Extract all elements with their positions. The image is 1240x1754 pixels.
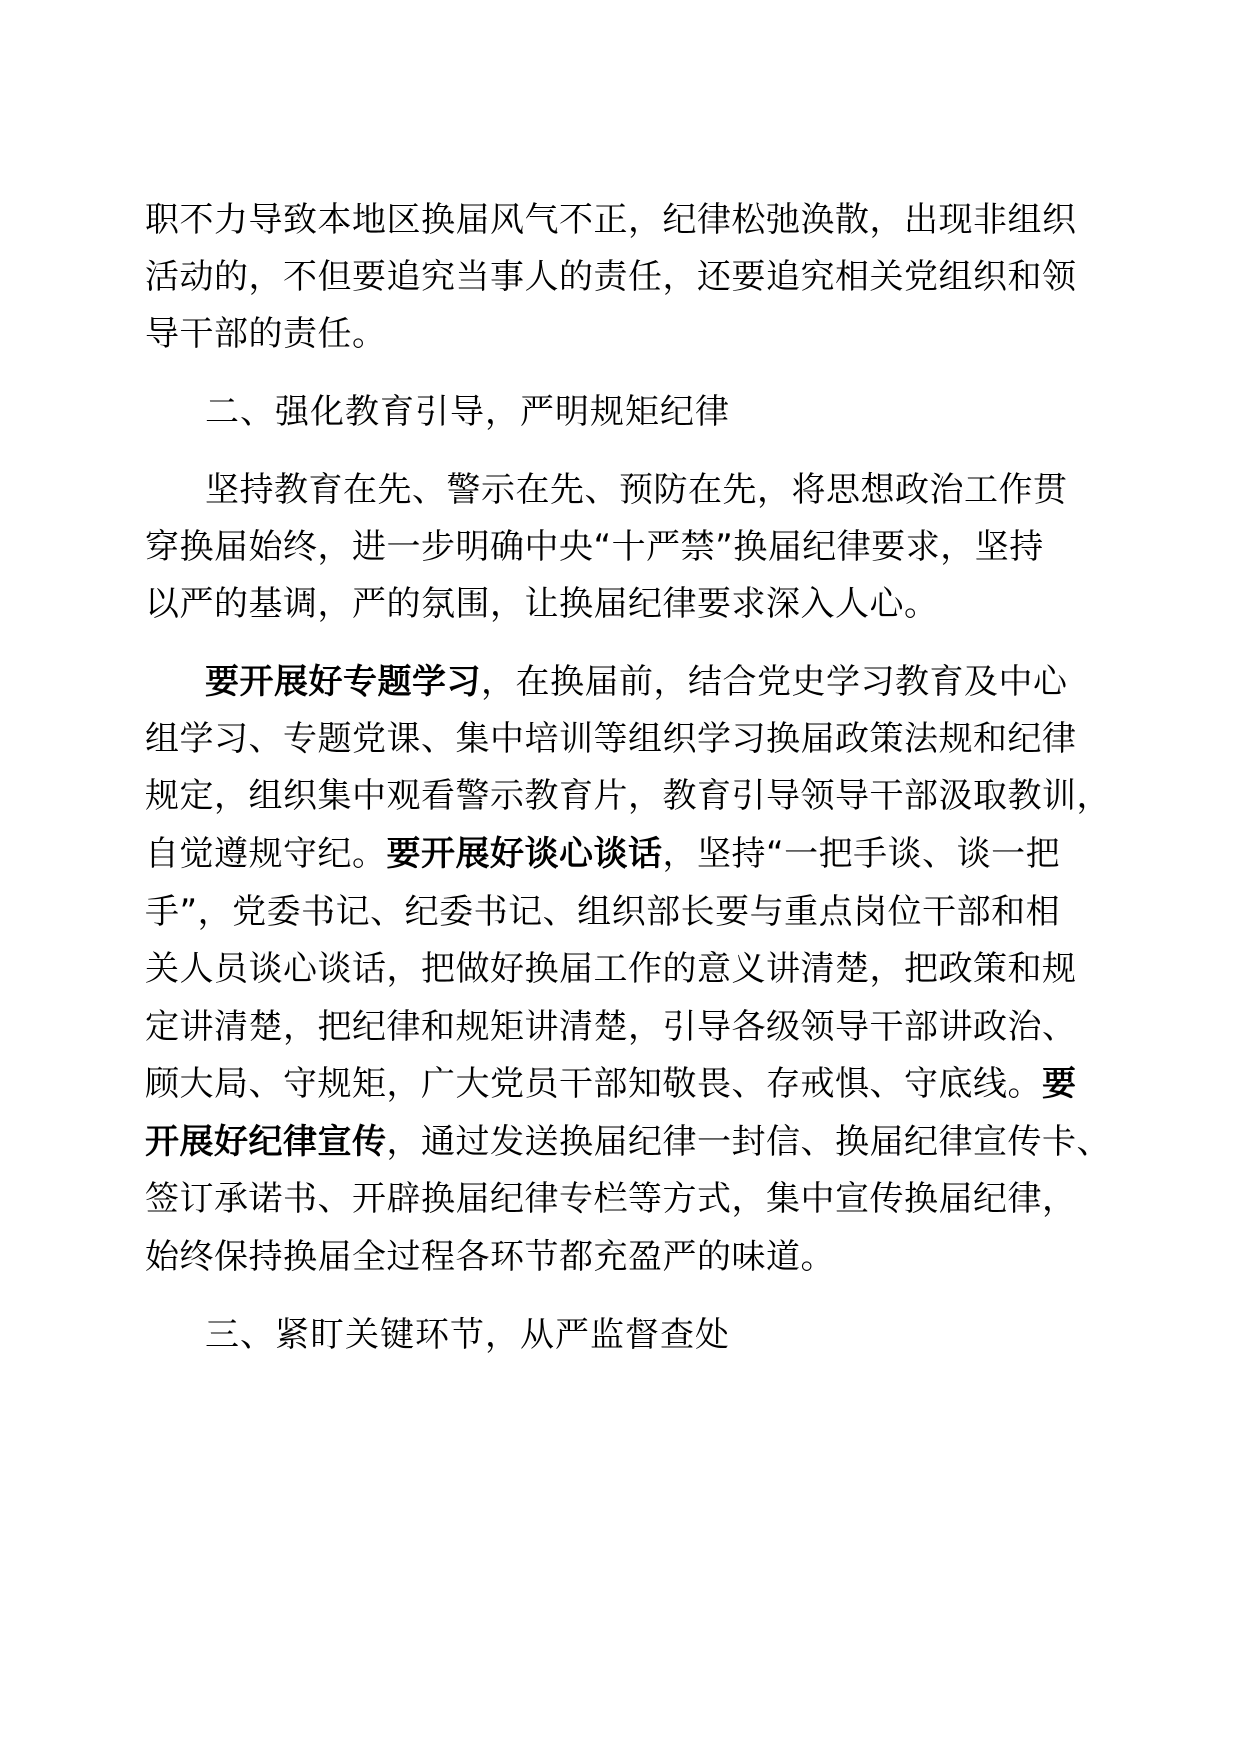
bold-emphasis-text: 要 bbox=[1042, 1064, 1077, 1104]
section-heading bbox=[205, 1315, 730, 1355]
body-text: 坚持教育在先、警示在先、预防在先，将思想政治工作贯 bbox=[205, 470, 1068, 510]
body-text: 二、强化教育引导，严明规矩纪律 bbox=[205, 392, 730, 432]
body-text: 规定，组织集中观看警示教育片，教育引导领导干部汲取教训， bbox=[145, 776, 1111, 816]
body-text: 组学习、专题党课、集中培训等组织学习换届政策法规和纪律 bbox=[145, 719, 1077, 759]
paragraph-line bbox=[145, 527, 1044, 567]
body-text: ，通过发送换届纪律一封信、换届纪律宣传卡、 bbox=[386, 1122, 1111, 1162]
paragraph-line bbox=[145, 1064, 1077, 1104]
body-text: 三、紧盯关键环节，从严监督查处 bbox=[205, 1315, 730, 1355]
body-text: ，坚持“一把手谈、谈一把 bbox=[662, 834, 1061, 874]
body-text: 活动的，不但要追究当事人的责任，还要追究相关党组织和领 bbox=[145, 257, 1077, 297]
body-text: 以严的基调，严的氛围，让换届纪律要求深入人心。 bbox=[145, 584, 939, 624]
body-text: 定讲清楚，把纪律和规矩讲清楚，引导各级领导干部讲政治、 bbox=[145, 1007, 1077, 1047]
paragraph-line bbox=[145, 257, 1077, 297]
bold-emphasis-text: 要开展好专题学习 bbox=[205, 662, 481, 702]
body-text: 手”，党委书记、纪委书记、组织部长要与重点岗位干部和相 bbox=[145, 892, 1061, 932]
paragraph-line bbox=[145, 584, 939, 624]
body-text: 顾大局、守规矩，广大党员干部知敬畏、存戒惧、守底线。 bbox=[145, 1064, 1042, 1104]
paragraph-line bbox=[145, 1007, 1077, 1047]
body-text: 签订承诺书、开辟换届纪律专栏等方式，集中宣传换届纪律， bbox=[145, 1179, 1077, 1219]
paragraph-line bbox=[145, 314, 387, 354]
paragraph-line bbox=[145, 1179, 1077, 1219]
bold-emphasis-text: 开展好纪律宣传 bbox=[145, 1122, 387, 1162]
bold-emphasis-text: 要开展好谈心谈话 bbox=[386, 834, 663, 874]
paragraph-line bbox=[145, 200, 1077, 240]
section-heading bbox=[205, 392, 730, 432]
paragraph-line bbox=[145, 776, 1111, 816]
paragraph-line bbox=[145, 719, 1077, 759]
paragraph-line bbox=[145, 949, 1077, 989]
paragraph-line bbox=[205, 662, 1068, 702]
body-text: 关人员谈心谈话，把做好换届工作的意义讲清楚，把政策和规 bbox=[145, 949, 1077, 989]
paragraph-line bbox=[145, 1122, 1111, 1162]
paragraph-line bbox=[145, 892, 1060, 932]
paragraph-line bbox=[205, 470, 1068, 510]
body-text: 职不力导致本地区换届风气不正，纪律松弛涣散，出现非组织 bbox=[145, 200, 1077, 240]
body-text: ，在换届前，结合党史学习教育及中心 bbox=[481, 662, 1068, 702]
paragraph-line bbox=[145, 834, 1060, 874]
body-text: 穿换届始终，进一步明确中央“十严禁”换届纪律要求，坚持 bbox=[145, 527, 1044, 567]
paragraph-line bbox=[145, 1237, 835, 1277]
body-text: 自觉遵规守纪。 bbox=[145, 834, 387, 874]
body-text: 导干部的责任。 bbox=[145, 314, 387, 354]
body-text: 始终保持换届全过程各环节都充盈严的味道。 bbox=[145, 1237, 835, 1277]
